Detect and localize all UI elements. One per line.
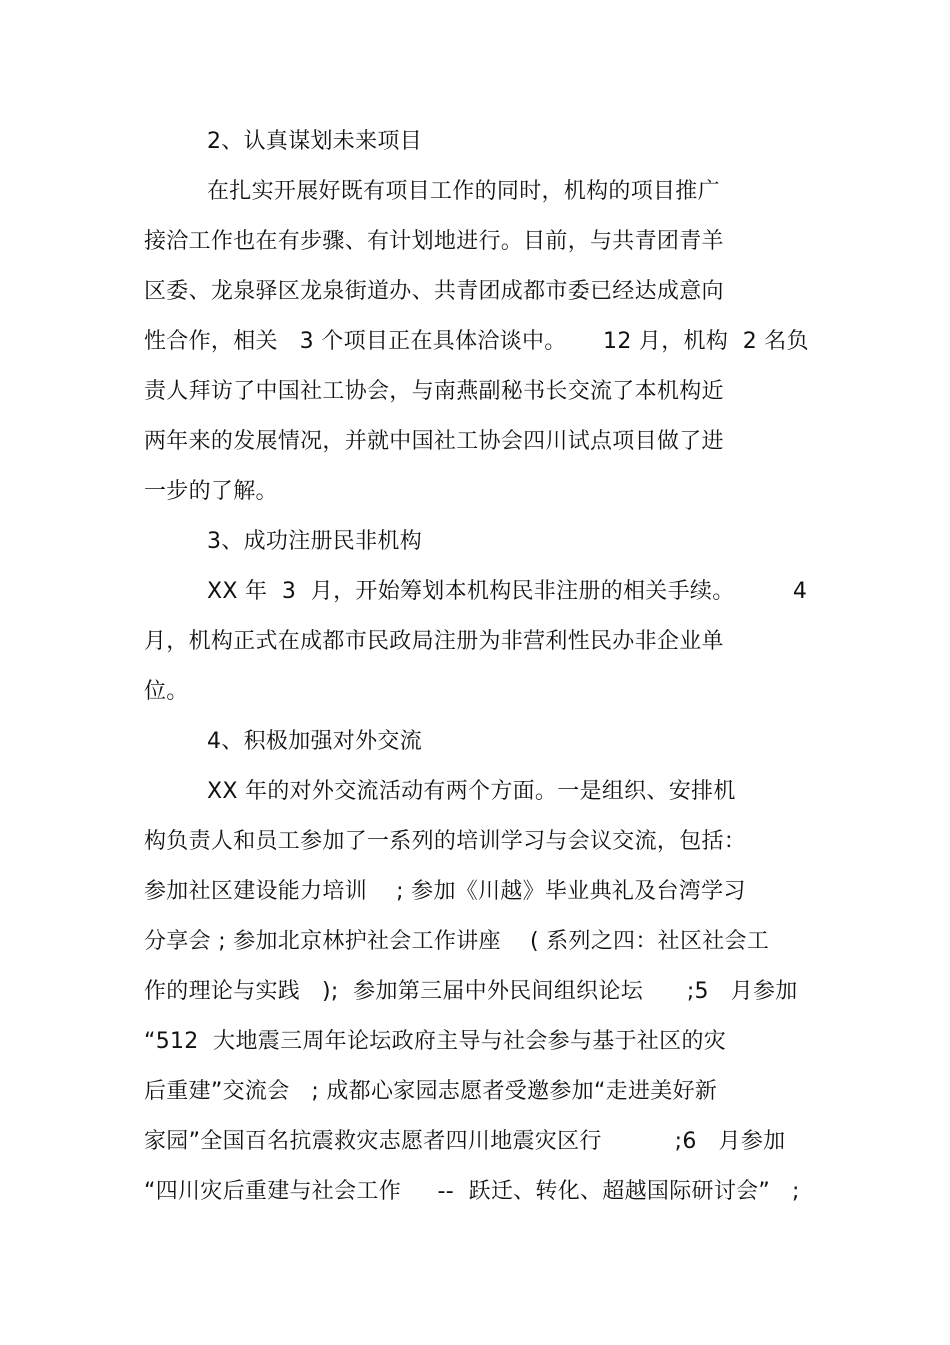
paragraph-line: 一步的了解。: [144, 479, 278, 504]
paragraph-line: 构负责人和员工参加了一系列的培训学习与会议交流，包括：: [144, 829, 747, 854]
paragraph-line: 家园”全国百名抗震救灾志愿者四川地震灾区行 ;6 月参加: [144, 1129, 786, 1154]
paragraph-line: 两年来的发展情况，并就中国社工协会四川试点项目做了进: [144, 429, 724, 454]
heading-2: 2、认真谋划未来项目: [207, 129, 422, 154]
paragraph-line: 参加社区建设能力培训 ; 参加《川越》毕业典礼及台湾学习: [144, 879, 746, 904]
paragraph-line: “512 大地震三周年论坛政府主导与社会参与基于社区的灾: [144, 1029, 727, 1054]
paragraph-line: “四川灾后重建与社会工作 -- 跃迁、转化、超越国际研讨会” ;: [144, 1179, 800, 1204]
paragraph-line: XX 年的对外交流活动有两个方面。一是组织、安排机: [207, 779, 736, 804]
paragraph-line: 责人拜访了中国社工协会，与南燕副秘书长交流了本机构近: [144, 379, 724, 404]
paragraph-line: 分享会 ; 参加北京林护社会工作讲座 ( 系列之四：社区社会工: [144, 929, 770, 954]
heading-4: 4、积极加强对外交流: [207, 729, 422, 754]
paragraph-line: 月，机构正式在成都市民政局注册为非营利性民办非企业单: [144, 629, 724, 654]
paragraph-line: 区委、龙泉驿区龙泉街道办、共青团成都市委已经达成意向: [144, 279, 724, 304]
heading-3: 3、成功注册民非机构: [207, 529, 422, 554]
paragraph-line: 性合作，相关 3 个项目正在具体洽谈中。 12 月，机构 2 名负: [144, 329, 809, 354]
paragraph-line: 作的理论与实践 ); 参加第三届中外民间组织论坛 ;5 月参加: [144, 979, 798, 1004]
paragraph-line: 位。: [144, 679, 189, 704]
paragraph-line: 接洽工作也在有步骤、有计划地进行。目前，与共青团青羊: [144, 229, 724, 254]
paragraph-line: XX 年 3 月，开始筹划本机构民非注册的相关手续。 4: [207, 579, 808, 604]
paragraph-line: 在扎实开展好既有项目工作的同时，机构的项目推广: [207, 179, 720, 204]
paragraph-line: 后重建”交流会 ; 成都心家园志愿者受邀参加“走进美好新: [144, 1079, 718, 1104]
